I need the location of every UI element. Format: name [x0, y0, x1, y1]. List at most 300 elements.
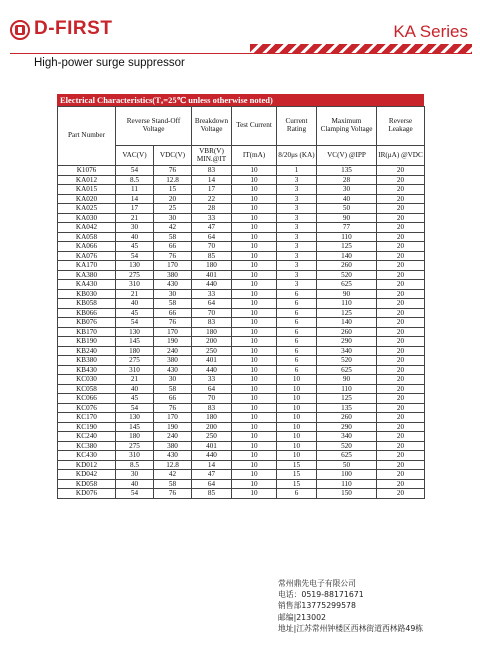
cell-vbr: 83 — [192, 403, 232, 413]
cell-vc: 100 — [317, 470, 377, 480]
decorative-stripe — [250, 44, 472, 53]
cell-part-number: KB430 — [58, 365, 116, 375]
cell-ir: 20 — [377, 470, 425, 480]
header-test-current: Test Current — [232, 107, 277, 146]
cell-it: 10 — [232, 308, 277, 318]
cell-vbr: 33 — [192, 213, 232, 223]
table-row — [58, 356, 425, 366]
cell-rating: 6 — [277, 308, 317, 318]
cell-it: 10 — [232, 489, 277, 499]
table-title: Electrical Characteristics(Tₐ=25℃ unless otherwise noted) — [57, 94, 424, 106]
cell-ir: 20 — [377, 346, 425, 356]
cell-part-number: KA170 — [58, 261, 116, 271]
cell-ir: 20 — [377, 432, 425, 442]
cell-rating: 10 — [277, 422, 317, 432]
footer-postcode: 邮编|213002 — [278, 612, 326, 622]
cell-ir: 20 — [377, 479, 425, 489]
cell-vc: 90 — [317, 289, 377, 299]
cell-rating: 6 — [277, 337, 317, 347]
cell-vac: 40 — [116, 232, 154, 242]
cell-it: 10 — [232, 194, 277, 204]
cell-vac: 45 — [116, 242, 154, 252]
unit-ir: IR(μA) @VDC — [377, 146, 425, 166]
cell-ir: 20 — [377, 223, 425, 233]
header-reverse-standoff: Reverse Stand-Off Voltage — [116, 107, 192, 146]
cell-vdc: 380 — [154, 356, 192, 366]
cell-vdc: 76 — [154, 318, 192, 328]
cell-vc: 340 — [317, 432, 377, 442]
table-row — [58, 337, 425, 347]
cell-vc: 150 — [317, 489, 377, 499]
cell-vbr: 401 — [192, 270, 232, 280]
cell-vbr: 47 — [192, 223, 232, 233]
cell-vc: 125 — [317, 394, 377, 404]
cell-vbr: 28 — [192, 204, 232, 214]
cell-vc: 520 — [317, 270, 377, 280]
cell-ir: 20 — [377, 166, 425, 176]
cell-vc: 110 — [317, 299, 377, 309]
table-row — [58, 166, 425, 176]
cell-ir: 20 — [377, 270, 425, 280]
cell-ir: 20 — [377, 318, 425, 328]
cell-ir: 20 — [377, 185, 425, 195]
cell-vbr: 64 — [192, 299, 232, 309]
cell-it: 10 — [232, 441, 277, 451]
cell-vac: 45 — [116, 308, 154, 318]
cell-ir: 20 — [377, 327, 425, 337]
cell-vdc: 42 — [154, 223, 192, 233]
cell-part-number: KC058 — [58, 384, 116, 394]
cell-vdc: 12.8 — [154, 175, 192, 185]
cell-vbr: 83 — [192, 166, 232, 176]
cell-vc: 340 — [317, 346, 377, 356]
cell-part-number: KB380 — [58, 356, 116, 366]
table-row — [58, 261, 425, 271]
cell-it: 10 — [232, 318, 277, 328]
cell-vbr: 85 — [192, 251, 232, 261]
cell-ir: 20 — [377, 204, 425, 214]
cell-ir: 20 — [377, 261, 425, 271]
table-row — [58, 251, 425, 261]
cell-vbr: 85 — [192, 489, 232, 499]
cell-vac: 130 — [116, 413, 154, 423]
table-row — [58, 479, 425, 489]
table-row — [58, 289, 425, 299]
cell-part-number: KA380 — [58, 270, 116, 280]
footer-sales: 销售部13775299578 — [278, 601, 356, 611]
cell-vc: 260 — [317, 327, 377, 337]
cell-ir: 20 — [377, 242, 425, 252]
cell-vdc: 30 — [154, 375, 192, 385]
cell-vac: 275 — [116, 441, 154, 451]
cell-it: 10 — [232, 213, 277, 223]
cell-part-number: KA020 — [58, 194, 116, 204]
cell-vdc: 12.8 — [154, 460, 192, 470]
cell-vbr: 180 — [192, 327, 232, 337]
cell-vac: 11 — [116, 185, 154, 195]
cell-vbr: 200 — [192, 337, 232, 347]
cell-vc: 520 — [317, 356, 377, 366]
cell-it: 10 — [232, 413, 277, 423]
cell-vbr: 33 — [192, 289, 232, 299]
cell-vbr: 83 — [192, 318, 232, 328]
cell-vdc: 58 — [154, 232, 192, 242]
cell-it: 10 — [232, 327, 277, 337]
cell-vdc: 30 — [154, 289, 192, 299]
cell-part-number: KA076 — [58, 251, 116, 261]
cell-vdc: 58 — [154, 384, 192, 394]
cell-vc: 110 — [317, 232, 377, 242]
cell-rating: 6 — [277, 289, 317, 299]
table-row — [58, 194, 425, 204]
table-row — [58, 422, 425, 432]
brand-logo-icon — [10, 20, 30, 40]
cell-rating: 10 — [277, 384, 317, 394]
table-row — [58, 232, 425, 242]
cell-ir: 20 — [377, 413, 425, 423]
cell-ir: 20 — [377, 289, 425, 299]
cell-it: 10 — [232, 185, 277, 195]
cell-it: 10 — [232, 261, 277, 271]
cell-part-number: KD076 — [58, 489, 116, 499]
cell-part-number: KA012 — [58, 175, 116, 185]
cell-vdc: 76 — [154, 166, 192, 176]
cell-vc: 140 — [317, 318, 377, 328]
cell-vac: 130 — [116, 261, 154, 271]
cell-part-number: KD012 — [58, 460, 116, 470]
series-title: KA Series — [393, 22, 468, 41]
cell-ir: 20 — [377, 213, 425, 223]
cell-vbr: 401 — [192, 441, 232, 451]
cell-rating: 10 — [277, 403, 317, 413]
table-body — [58, 166, 425, 499]
brand-logo-text: D-FIRST — [34, 18, 113, 39]
cell-rating: 15 — [277, 470, 317, 480]
cell-it: 10 — [232, 299, 277, 309]
cell-it: 10 — [232, 242, 277, 252]
table-row — [58, 204, 425, 214]
cell-vdc: 170 — [154, 413, 192, 423]
cell-it: 10 — [232, 280, 277, 290]
table-row — [58, 185, 425, 195]
cell-vdc: 430 — [154, 280, 192, 290]
cell-rating: 10 — [277, 394, 317, 404]
cell-rating: 6 — [277, 346, 317, 356]
cell-it: 10 — [232, 365, 277, 375]
cell-part-number: KA030 — [58, 213, 116, 223]
table-row — [58, 299, 425, 309]
cell-it: 10 — [232, 479, 277, 489]
cell-part-number: KC190 — [58, 422, 116, 432]
table-row — [58, 460, 425, 470]
cell-part-number: KA430 — [58, 280, 116, 290]
cell-vc: 290 — [317, 422, 377, 432]
cell-it: 10 — [232, 232, 277, 242]
cell-vdc: 190 — [154, 422, 192, 432]
cell-vbr: 70 — [192, 308, 232, 318]
cell-it: 10 — [232, 384, 277, 394]
header-max-clamping: Maximum Clamping Voltage — [317, 107, 377, 146]
table-row — [58, 432, 425, 442]
unit-it: IT(mA) — [232, 146, 277, 166]
table-row — [58, 242, 425, 252]
cell-part-number: KA066 — [58, 242, 116, 252]
cell-vc: 110 — [317, 479, 377, 489]
table-row — [58, 175, 425, 185]
cell-ir: 20 — [377, 394, 425, 404]
table-row — [58, 365, 425, 375]
cell-rating: 6 — [277, 327, 317, 337]
cell-ir: 20 — [377, 375, 425, 385]
cell-vc: 28 — [317, 175, 377, 185]
cell-vc: 125 — [317, 242, 377, 252]
cell-vc: 260 — [317, 261, 377, 271]
cell-vac: 54 — [116, 318, 154, 328]
cell-vac: 14 — [116, 194, 154, 204]
cell-ir: 20 — [377, 460, 425, 470]
header-divider — [10, 53, 472, 54]
table-row — [58, 346, 425, 356]
cell-rating: 10 — [277, 451, 317, 461]
cell-vac: 17 — [116, 204, 154, 214]
cell-vac: 145 — [116, 422, 154, 432]
cell-vbr: 70 — [192, 242, 232, 252]
unit-rating: 8/20μs (KA) — [277, 146, 317, 166]
cell-part-number: K1076 — [58, 166, 116, 176]
table-row — [58, 384, 425, 394]
cell-vbr: 22 — [192, 194, 232, 204]
cell-it: 10 — [232, 251, 277, 261]
cell-it: 10 — [232, 337, 277, 347]
cell-vc: 625 — [317, 280, 377, 290]
cell-vac: 310 — [116, 451, 154, 461]
cell-rating: 3 — [277, 194, 317, 204]
cell-vc: 140 — [317, 251, 377, 261]
cell-vac: 8.5 — [116, 175, 154, 185]
cell-vbr: 17 — [192, 185, 232, 195]
cell-it: 10 — [232, 223, 277, 233]
cell-it: 10 — [232, 451, 277, 461]
cell-vbr: 70 — [192, 394, 232, 404]
cell-part-number: KC240 — [58, 432, 116, 442]
cell-vac: 21 — [116, 375, 154, 385]
header-current-rating: Current Rating — [277, 107, 317, 146]
cell-rating: 3 — [277, 251, 317, 261]
cell-part-number: KA042 — [58, 223, 116, 233]
cell-it: 10 — [232, 166, 277, 176]
cell-vbr: 14 — [192, 175, 232, 185]
cell-vdc: 430 — [154, 365, 192, 375]
cell-vbr: 200 — [192, 422, 232, 432]
cell-vac: 180 — [116, 432, 154, 442]
cell-vdc: 58 — [154, 299, 192, 309]
cell-vac: 30 — [116, 470, 154, 480]
cell-vdc: 430 — [154, 451, 192, 461]
cell-rating: 15 — [277, 460, 317, 470]
table-row — [58, 489, 425, 499]
cell-vbr: 250 — [192, 346, 232, 356]
cell-it: 10 — [232, 175, 277, 185]
cell-part-number: KB170 — [58, 327, 116, 337]
cell-vdc: 380 — [154, 270, 192, 280]
footer-company: 常州鼎先电子有限公司 — [278, 579, 356, 588]
cell-vac: 54 — [116, 489, 154, 499]
table-row — [58, 413, 425, 423]
table-row — [58, 213, 425, 223]
cell-part-number: KC066 — [58, 394, 116, 404]
cell-rating: 10 — [277, 441, 317, 451]
cell-vac: 40 — [116, 384, 154, 394]
cell-vdc: 58 — [154, 479, 192, 489]
cell-part-number: KC030 — [58, 375, 116, 385]
cell-rating: 6 — [277, 299, 317, 309]
cell-ir: 20 — [377, 337, 425, 347]
cell-part-number: KC430 — [58, 451, 116, 461]
cell-rating: 1 — [277, 166, 317, 176]
cell-rating: 15 — [277, 479, 317, 489]
cell-vc: 90 — [317, 213, 377, 223]
cell-vac: 54 — [116, 403, 154, 413]
cell-vc: 30 — [317, 185, 377, 195]
electrical-characteristics-table — [57, 106, 425, 499]
cell-vdc: 42 — [154, 470, 192, 480]
cell-it: 10 — [232, 470, 277, 480]
table-row — [58, 451, 425, 461]
cell-vdc: 66 — [154, 308, 192, 318]
unit-vc: VC(V) @IPP — [317, 146, 377, 166]
cell-part-number: KC170 — [58, 413, 116, 423]
cell-ir: 20 — [377, 251, 425, 261]
cell-vbr: 47 — [192, 470, 232, 480]
cell-vac: 310 — [116, 280, 154, 290]
cell-vdc: 170 — [154, 261, 192, 271]
cell-vbr: 440 — [192, 280, 232, 290]
cell-part-number: KC380 — [58, 441, 116, 451]
cell-part-number: KB240 — [58, 346, 116, 356]
cell-it: 10 — [232, 394, 277, 404]
footer-phone: 电话：0519-88171671 — [278, 590, 364, 600]
cell-it: 10 — [232, 422, 277, 432]
cell-vac: 30 — [116, 223, 154, 233]
page-header — [0, 0, 480, 69]
cell-it: 10 — [232, 432, 277, 442]
table-row — [58, 223, 425, 233]
cell-ir: 20 — [377, 384, 425, 394]
cell-part-number: KB030 — [58, 289, 116, 299]
cell-vbr: 64 — [192, 384, 232, 394]
cell-vbr: 250 — [192, 432, 232, 442]
cell-part-number: KB058 — [58, 299, 116, 309]
cell-vc: 50 — [317, 460, 377, 470]
cell-vdc: 76 — [154, 489, 192, 499]
cell-ir: 20 — [377, 232, 425, 242]
cell-vbr: 14 — [192, 460, 232, 470]
cell-rating: 3 — [277, 223, 317, 233]
footer-address: 地址|江苏常州钟楼区西林街道西林路49栋 — [278, 623, 424, 633]
cell-vac: 275 — [116, 270, 154, 280]
cell-rating: 10 — [277, 432, 317, 442]
cell-vdc: 380 — [154, 441, 192, 451]
cell-part-number: KD042 — [58, 470, 116, 480]
cell-it: 10 — [232, 346, 277, 356]
cell-vc: 110 — [317, 384, 377, 394]
cell-vdc: 240 — [154, 346, 192, 356]
cell-ir: 20 — [377, 489, 425, 499]
cell-part-number: KC076 — [58, 403, 116, 413]
cell-vac: 21 — [116, 213, 154, 223]
cell-vc: 50 — [317, 204, 377, 214]
cell-vdc: 20 — [154, 194, 192, 204]
cell-rating: 3 — [277, 204, 317, 214]
cell-rating: 6 — [277, 356, 317, 366]
cell-rating: 3 — [277, 270, 317, 280]
cell-vac: 8.5 — [116, 460, 154, 470]
cell-ir: 20 — [377, 422, 425, 432]
cell-ir: 20 — [377, 299, 425, 309]
cell-part-number: KD058 — [58, 479, 116, 489]
cell-rating: 3 — [277, 261, 317, 271]
cell-vc: 90 — [317, 375, 377, 385]
cell-vac: 21 — [116, 289, 154, 299]
cell-rating: 3 — [277, 280, 317, 290]
table-row — [58, 318, 425, 328]
cell-vac: 180 — [116, 346, 154, 356]
cell-ir: 20 — [377, 280, 425, 290]
cell-ir: 20 — [377, 451, 425, 461]
cell-part-number: KA015 — [58, 185, 116, 195]
table-row — [58, 270, 425, 280]
cell-vdc: 66 — [154, 242, 192, 252]
cell-vc: 125 — [317, 308, 377, 318]
cell-vdc: 66 — [154, 394, 192, 404]
cell-ir: 20 — [377, 194, 425, 204]
cell-vc: 260 — [317, 413, 377, 423]
cell-it: 10 — [232, 460, 277, 470]
cell-rating: 3 — [277, 232, 317, 242]
cell-vbr: 33 — [192, 375, 232, 385]
cell-ir: 20 — [377, 365, 425, 375]
cell-vac: 54 — [116, 166, 154, 176]
cell-rating: 6 — [277, 489, 317, 499]
cell-vdc: 25 — [154, 204, 192, 214]
table-row — [58, 308, 425, 318]
header-reverse-leakage: Reverse Leakage — [377, 107, 425, 146]
table-row — [58, 403, 425, 413]
table-row — [58, 327, 425, 337]
cell-vac: 275 — [116, 356, 154, 366]
cell-rating: 3 — [277, 175, 317, 185]
cell-vac: 310 — [116, 365, 154, 375]
cell-vbr: 180 — [192, 261, 232, 271]
cell-it: 10 — [232, 356, 277, 366]
cell-vc: 520 — [317, 441, 377, 451]
cell-rating: 3 — [277, 213, 317, 223]
cell-it: 10 — [232, 204, 277, 214]
cell-vc: 625 — [317, 451, 377, 461]
cell-vdc: 15 — [154, 185, 192, 195]
cell-vdc: 190 — [154, 337, 192, 347]
product-subtitle: High-power surge suppressor — [34, 57, 185, 69]
cell-vc: 135 — [317, 403, 377, 413]
cell-rating: 3 — [277, 185, 317, 195]
cell-vc: 77 — [317, 223, 377, 233]
cell-vdc: 76 — [154, 251, 192, 261]
cell-vac: 145 — [116, 337, 154, 347]
cell-vac: 40 — [116, 299, 154, 309]
cell-vbr: 180 — [192, 413, 232, 423]
cell-part-number: KB066 — [58, 308, 116, 318]
cell-rating: 3 — [277, 242, 317, 252]
